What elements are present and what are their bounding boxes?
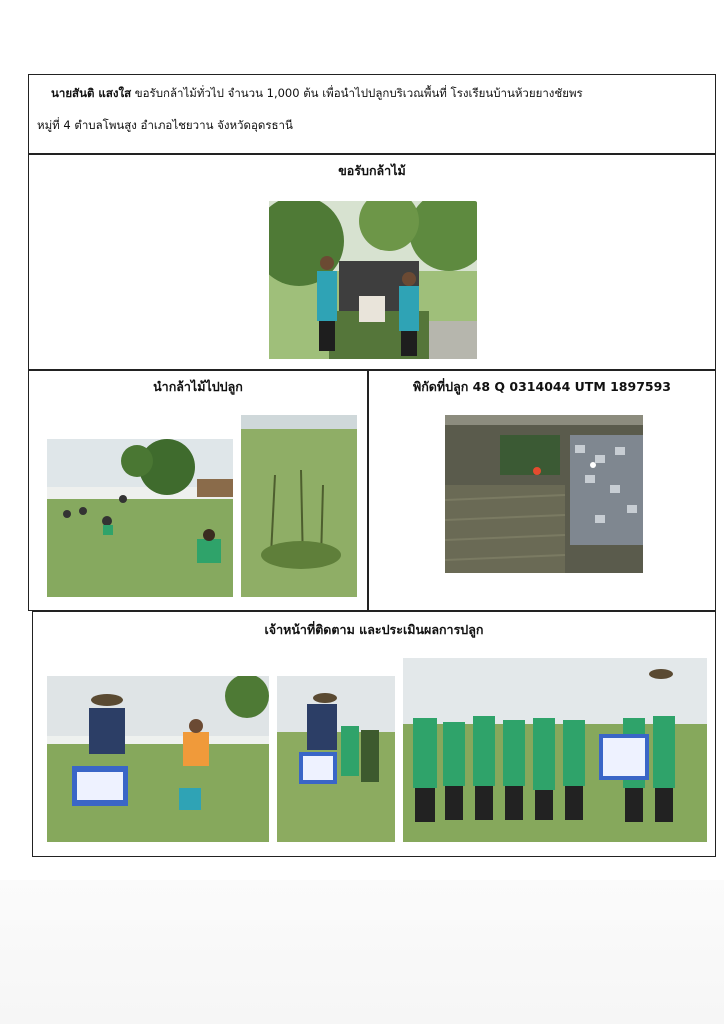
intro-line-2: หมู่ที่ 4 ตำบลโพนสูง อำเภอไชยวาน จังหวัดอุดรธานี <box>37 118 293 132</box>
photo-students-with-sign <box>277 676 395 842</box>
section-planting <box>28 370 368 611</box>
photo-planted-seedlings <box>241 415 357 597</box>
section-receive-seedlings <box>28 154 716 370</box>
photo-group-celebration <box>403 658 707 842</box>
section-heading: ขอรับกล้าไม้ <box>338 163 406 178</box>
section-heading: พิกัดที่ปลูก 48 Q 0314044 UTM 1897593 <box>413 379 671 394</box>
intro-line-1 <box>51 85 583 103</box>
requester-name: นายสันติ แสงใส <box>51 86 132 100</box>
section-heading: นำกล้าไม้ไปปลูก <box>153 379 243 394</box>
intro-box <box>28 74 716 154</box>
document-sheet <box>28 74 716 857</box>
photo-receiving-seedlings <box>269 201 477 359</box>
photo-students-planting <box>47 439 233 597</box>
page-bottom-margin <box>0 880 724 1024</box>
section-planting-coordinates <box>368 370 716 611</box>
section-heading: เจ้าหน้าที่ติดตาม และประเมินผลการปลูก <box>264 622 484 637</box>
satellite-map <box>445 415 643 573</box>
section-monitoring <box>32 611 716 857</box>
photo-officer-with-sign <box>47 676 269 842</box>
request-text: ขอรับกล้าไม้ทั่วไป จำนวน 1,000 ต้น เพื่อนำไปปลูกบริเวณพื้นที่ โรงเรียนบ้านห้วยยางชัยพร <box>134 86 583 100</box>
